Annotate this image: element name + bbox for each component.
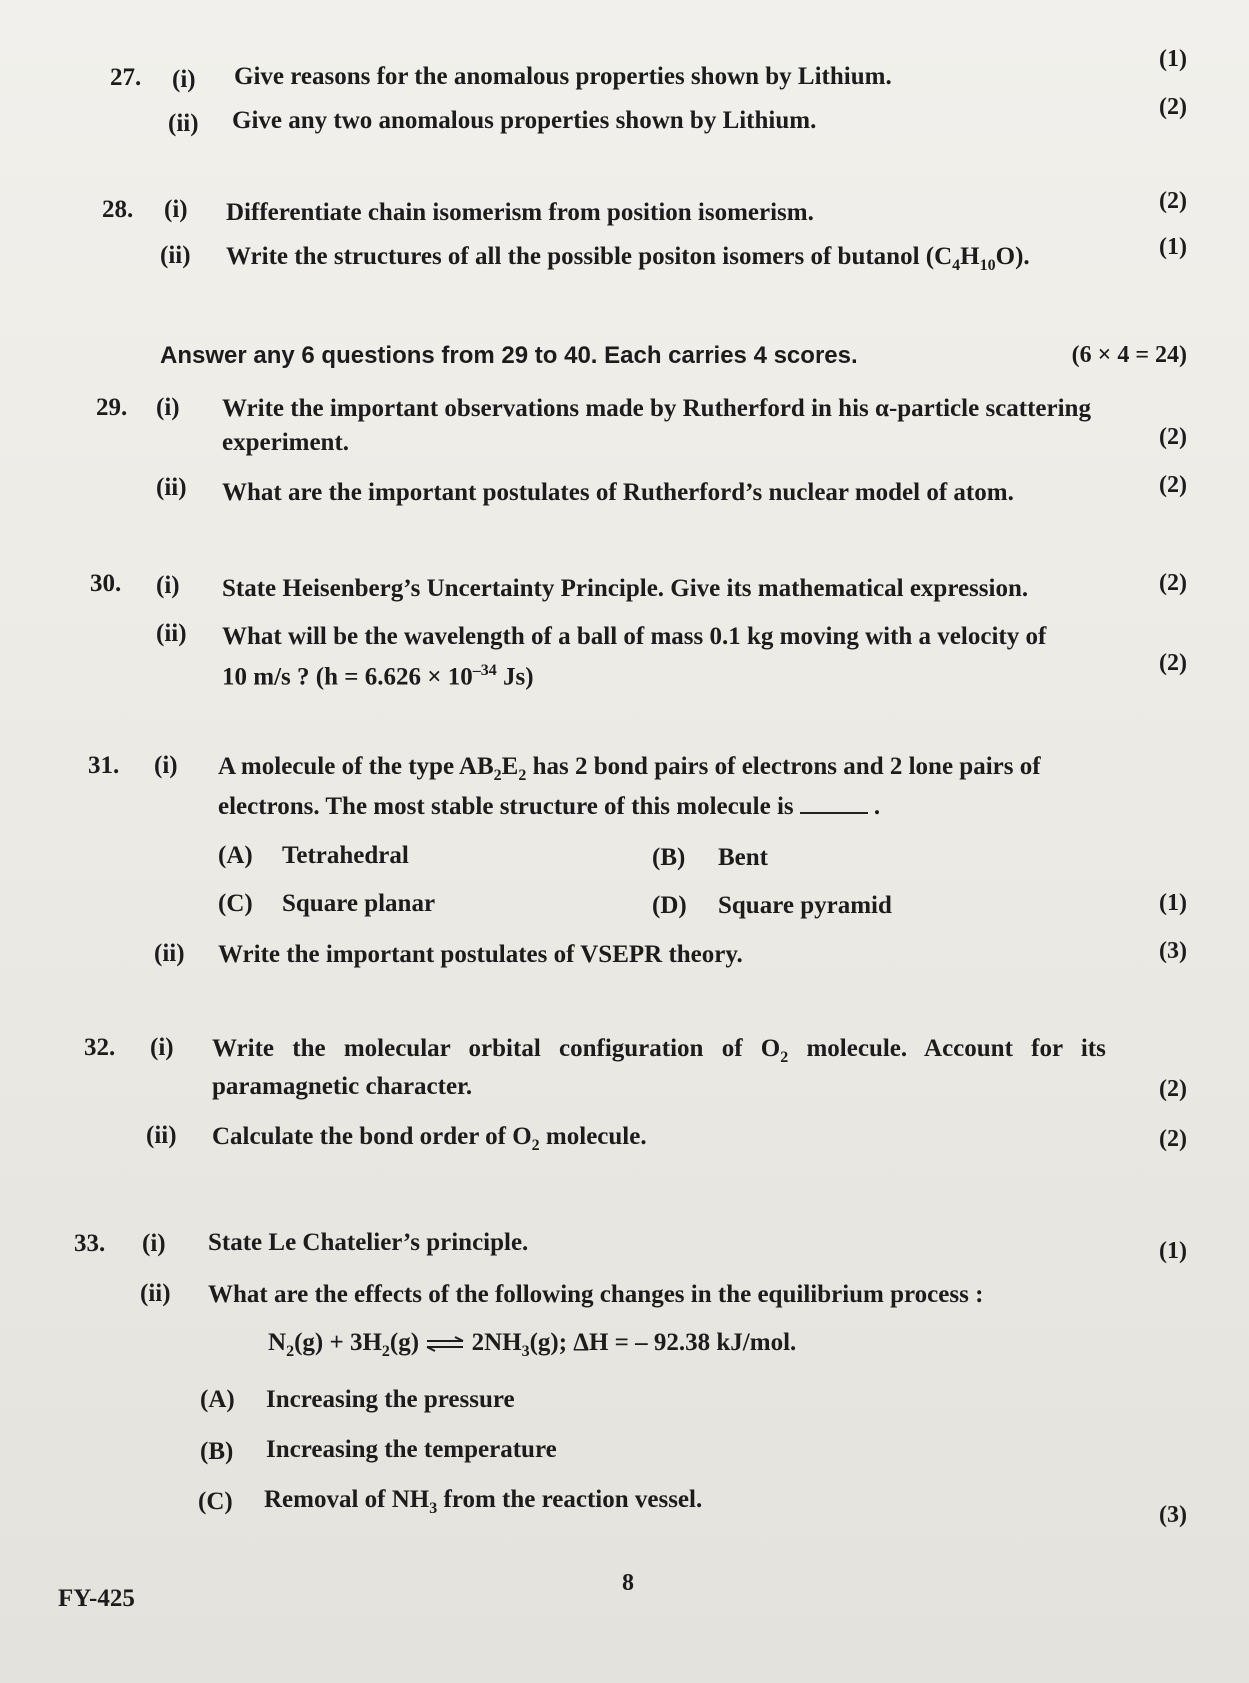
q32-ii-mark: (2) <box>1159 1126 1187 1152</box>
q31-opt-c-label: (C) <box>218 890 253 917</box>
q31-opt-b: Bent <box>718 844 768 871</box>
q31-i-text-2: electrons. The most stable structure of this molecule is . <box>218 793 881 820</box>
q29-number: 29. <box>96 394 128 421</box>
q31-i-text-1: A molecule of the type $AB_2E_2$ has 2 bond pairs of electrons and 2 lone pairs of <box>218 753 1041 784</box>
q30-ii-mark: (2) <box>1159 650 1187 676</box>
q28-i-mark: (2) <box>1159 188 1187 214</box>
q31-ii-mark: (3) <box>1159 938 1187 964</box>
q32-i-text-1: Write the molecular orbital configuration of $O_2$ molecule. Account for its <box>212 1035 1106 1066</box>
q29-ii-label: (ii) <box>156 474 187 501</box>
q27-i-label: (i) <box>172 66 196 93</box>
q29-i-text-2: experiment. <box>222 429 350 456</box>
q29-i-mark: (2) <box>1159 424 1187 450</box>
q30-i-text: State Heisenberg’s Uncertainty Principle. Give its mathematical expression. <box>222 575 1029 602</box>
q30-ii-text-2: 10 m/s ? ($h = 6.626 \times 10^{-34}$ Js) <box>222 662 534 691</box>
q27-i-text: Give reasons for the anomalous properties shown by Lithium. <box>234 63 892 90</box>
q31-ii-label: (ii) <box>154 940 185 967</box>
q28-i-label: (i) <box>164 196 188 223</box>
q27-i-mark: (1) <box>1159 46 1187 72</box>
q30-ii-text-1: What will be the wavelength of a ball of mass 0.1 kg moving with a velocity of <box>222 623 1047 650</box>
section-heading: Answer any 6 questions from 29 to 40. Each carries 4 scores. <box>160 342 858 369</box>
q30-i-mark: (2) <box>1159 570 1187 596</box>
q33-i-text: State Le Chatelier’s principle. <box>208 1229 529 1256</box>
q31-opt-c: Square planar <box>282 890 436 917</box>
q30-ii-label: (ii) <box>156 620 187 647</box>
q28-ii-mark: (1) <box>1159 234 1187 260</box>
q31-i-mark: (1) <box>1159 890 1187 916</box>
q33-i-mark: (1) <box>1159 1238 1187 1264</box>
q29-i-text-1: Write the important observations made by Rutherford in his α-particle scattering <box>222 395 1091 422</box>
q33-opt-c-label: (C) <box>198 1488 233 1515</box>
answer-blank <box>800 812 868 814</box>
equilibrium-equation: $N_2(g) + 3H_2(g)$ $2NH_3(g)$; ΔH = – 92.38 kJ/mol. <box>268 1329 797 1360</box>
q30-i-label: (i) <box>156 572 180 599</box>
q32-i-mark: (2) <box>1159 1076 1187 1102</box>
section-marks: (6 × 4 = 24) <box>1071 342 1187 368</box>
q33-ii-text: What are the effects of the following changes in the equilibrium process : <box>208 1281 984 1308</box>
q31-i-label: (i) <box>154 752 178 779</box>
q33-ii-label: (ii) <box>140 1280 171 1307</box>
q29-i-label: (i) <box>156 394 180 421</box>
paper-code: FY-425 <box>58 1585 135 1612</box>
q31-number: 31. <box>88 752 120 779</box>
q27-number: 27. <box>110 64 142 91</box>
q31-opt-b-label: (B) <box>652 844 686 871</box>
q27-ii-label: (ii) <box>168 110 199 137</box>
page-number: 8 <box>622 1570 634 1596</box>
q31-opt-a: Tetrahedral <box>282 842 409 869</box>
equilibrium-arrow-icon <box>425 1336 465 1352</box>
q31-opt-d: Square pyramid <box>718 892 892 919</box>
q33-opt-b: Increasing the temperature <box>266 1436 557 1463</box>
q31-opt-d-label: (D) <box>652 892 687 919</box>
q28-i-text: Differentiate chain isomerism from position isomerism. <box>226 199 814 226</box>
q32-number: 32. <box>84 1034 116 1061</box>
q32-i-text-2: paramagnetic character. <box>212 1073 473 1100</box>
q29-ii-mark: (2) <box>1159 472 1187 498</box>
q33-opt-a-label: (A) <box>200 1386 235 1413</box>
q32-ii-text: Calculate the bond order of $O_2$ molecule. <box>212 1123 647 1154</box>
q33-ii-mark: (3) <box>1159 1502 1187 1528</box>
q31-ii-text: Write the important postulates of VSEPR theory. <box>218 941 743 968</box>
q33-i-label: (i) <box>142 1230 166 1257</box>
q31-opt-a-label: (A) <box>218 842 253 869</box>
q29-ii-text: What are the important postulates of Rutherford’s nuclear model of atom. <box>222 479 1014 506</box>
q28-ii-label: (ii) <box>160 242 191 269</box>
q28-ii-text: Write the structures of all the possible positon isomers of butanol $(C_4H_{10}O)$. <box>226 243 1030 274</box>
q32-i-label: (i) <box>150 1034 174 1061</box>
q32-ii-label: (ii) <box>146 1122 177 1149</box>
q28-number: 28. <box>102 196 134 223</box>
q27-ii-text: Give any two anomalous properties shown by Lithium. <box>232 107 817 134</box>
q30-number: 30. <box>90 570 122 597</box>
q33-opt-b-label: (B) <box>200 1438 234 1465</box>
q33-opt-a: Increasing the pressure <box>266 1386 515 1413</box>
q33-number: 33. <box>74 1230 106 1257</box>
q27-ii-mark: (2) <box>1159 94 1187 120</box>
q33-opt-c: Removal of $NH_3$ from the reaction vessel. <box>264 1486 703 1517</box>
